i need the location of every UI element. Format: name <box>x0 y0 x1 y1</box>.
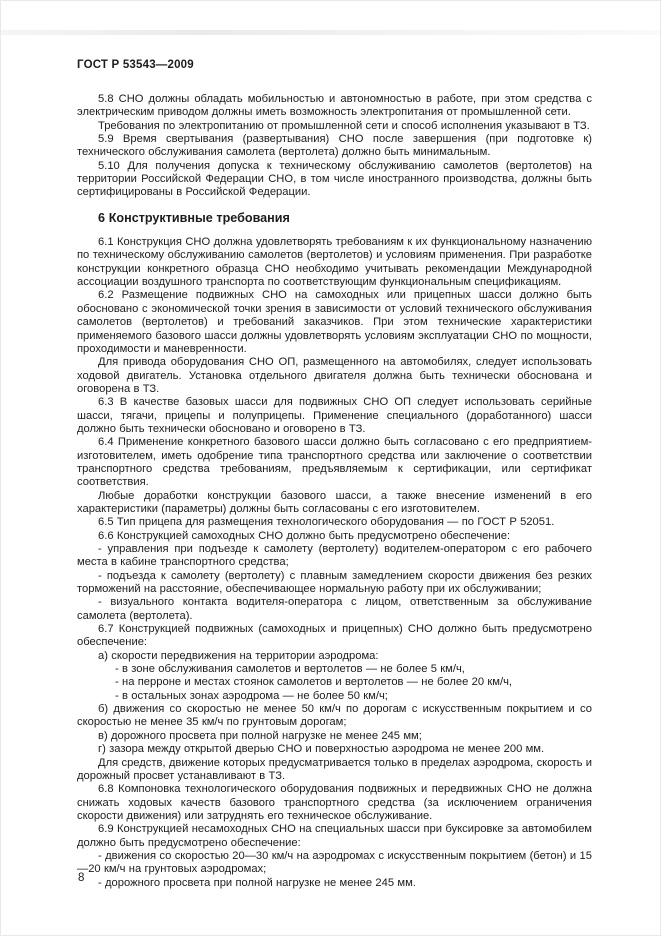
paragraph: а) скорости передвижения на территории аэродрома: <box>98 649 379 662</box>
document-body <box>77 93 592 890</box>
paragraph: 6.9 Конструкцией несамоходных СНО на специальных шасси при буксировке за автомобилем должно быть предусмотрено обеспечение: <box>77 823 592 849</box>
scan-artifact <box>1 30 660 35</box>
paragraph: 5.10 Для получения допуска к техническому обслуживанию самолетов (вертолетов) на территории Российской Федерации СНО, в том числе иностранного производства, должны быть сертифицированы в Российской Федерации. <box>77 159 592 199</box>
section-heading: 6 Конструктивные требования <box>98 210 290 225</box>
paragraph: г) зазора между открытой дверью СНО и поверхностью аэродрома не менее 200 мм. <box>98 743 545 756</box>
paragraph: Требования по электропитанию от промышленной сети и способ исполнения указывают в ТЗ. <box>98 119 590 132</box>
paragraph: 6.4 Применение конкретного базового шасси должно быть согласовано с его предприятием-изготовителем, иметь одобрение типа транспортного средства или заключение о соответствии транспортного средства требованиям, предъявляемым к сертификации, или сертификат соответствия. <box>77 436 592 489</box>
paragraph: 6.1 Конструкция СНО должна удовлетворять требованиям к их функциональному назначению по техническому обслуживанию самолетов (вертолетов) и условиям применения. При разработке конструкции конкретного образца СНО необходимо учитывать рекомендации Международной ассоциации воздушного транспорта по соответствующим функциональным спецификациям. <box>77 236 592 289</box>
paragraph: - подъезда к самолету (вертолету) с плавным замедлением скорости движения без резких торможений на расстояние, обеспечивающее нормальную работу при их обслуживании; <box>77 569 592 596</box>
paragraph: - визуального контакта водителя-оператора с лицом, ответственным за обслуживание самолета (вертолета). <box>77 596 592 622</box>
paragraph: - в зоне обслуживания самолетов и вертолетов — не более 5 км/ч, <box>115 663 465 676</box>
paragraph: - управления при подъезде к самолету (вертолету) водителем-оператором с его рабочего места в кабине транспортного средства; <box>77 543 592 569</box>
paragraph: 6.7 Конструкцией подвижных (самоходных и прицепных) СНО должно быть предусмотрено обеспечение: <box>77 623 592 649</box>
paragraph: - в остальных зонах аэродрома — не более 50 км/ч; <box>115 689 388 702</box>
paragraph: - движения со скоростью 20—30 км/ч на аэродромах с искусственным покрытием (бетон) и 15—20 км/ч на грунтовых аэродромах; <box>77 849 592 876</box>
document-header: ГОСТ Р 53543—2009 <box>77 59 194 71</box>
paragraph: 6.3 В качестве базовых шасси для подвижных СНО ОП следует использовать серийные шасси, тягачи, прицепы и полуприцепы. Применение специального (доработанного) шасси должно быть технически обосновано и оговорено в ТЗ. <box>77 396 592 435</box>
paragraph: Для привода оборудования СНО ОП, размещенного на автомобилях, следует использовать ходовой двигатель. Установка отдельного двигателя должна быть технически обоснована и оговорена в ТЗ. <box>77 356 592 395</box>
paragraph: в) дорожного просвета при полной нагрузке не менее 245 мм; <box>98 729 422 742</box>
paragraph: - дорожного просвета при полной нагрузке не менее 245 мм. <box>98 876 416 889</box>
paragraph: 6.5 Тип прицепа для размещения технологического оборудования — по ГОСТ Р 52051. <box>98 516 555 529</box>
paragraph: Для средств, движение которых предусматривается только в пределах аэродрома, скорость и дорожный просвет устанавливают в ТЗ. <box>77 756 592 782</box>
paragraph: Любые доработки конструкции базового шасси, а также внесение изменений в его характеристики (параметры) должны быть согласованы с его изготовителем. <box>77 489 592 515</box>
paragraph: 6.6 Конструкцией самоходных СНО должно быть предусмотрено обеспечение: <box>98 529 511 542</box>
paragraph: б) движения со скоростью не менее 50 км/ч по дорогам с искусственным покрытием и со скоростью не менее 35 км/ч по грунтовым дорогам; <box>77 703 592 729</box>
paragraph: 6.8 Компоновка технологического оборудования подвижных и передвижных СНО не должна снижать ходовых качеств базового транспортного средства (за исключением ограничения скорости движения) или затруднять его техническое обслуживание. <box>77 783 592 822</box>
paragraph: 6.2 Размещение подвижных СНО на самоходных или прицепных шасси должно быть обосновано с экономической точки зрения в зависимости от условий технического обслуживания самолетов (вертолетов) и требований заказчиков. При этом технические характеристики применяемого базового шасси должны удовлетворять условиям эксплуатации СНО по мощности, проходимости и маневренности. <box>77 289 592 355</box>
paragraph: - на перроне и местах стоянок самолетов и вертолетов — не более 20 км/ч, <box>115 676 513 689</box>
page-number: 8 <box>78 872 85 884</box>
paragraph: 5.9 Время свертывания (развертывания) СНО после завершения (при подготовке к) технического обслуживания самолета (вертолета) должно быть минимальным. <box>77 133 592 159</box>
paragraph: 5.8 СНО должны обладать мобильностью и автономностью в работе, при этом средства с электрическим приводом должны иметь возможность электропитания от промышленной сети. <box>77 93 592 119</box>
